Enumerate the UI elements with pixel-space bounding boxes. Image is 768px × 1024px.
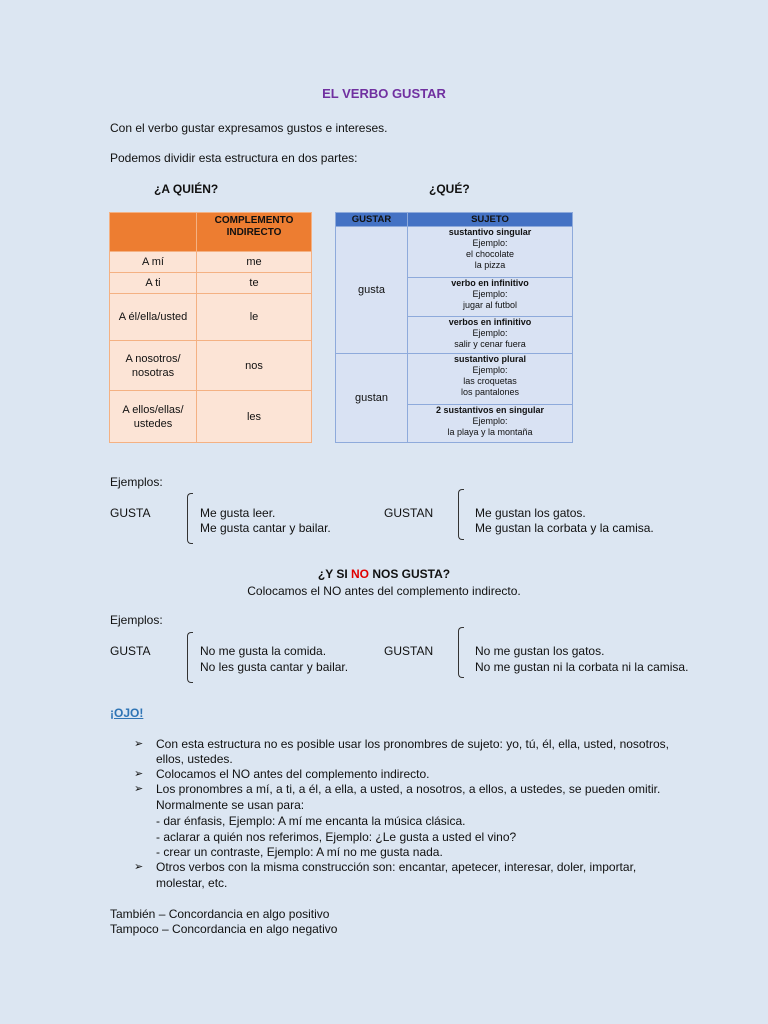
tampoco-note: Tampoco – Concordancia en algo negativo (110, 922, 338, 936)
table-cell: A él/ella/usted (110, 294, 197, 341)
brace-icon (458, 627, 464, 678)
brace-icon (187, 632, 193, 683)
example-gustan-label: GUSTAN (384, 506, 434, 520)
example-sentence: No me gustan ni la corbata ni la camisa. (475, 660, 689, 674)
example-gustan-label: GUSTAN (384, 644, 434, 658)
table-cell: me (197, 252, 312, 273)
table-cell: A ellos/ellas/ ustedes (110, 391, 197, 443)
bullet-text: Otros verbos con la misma construcción son: encantar, apetecer, interesar, doler, importar, (156, 860, 637, 874)
negation-rule: Colocamos el NO antes del complemento indirecto. (247, 584, 521, 598)
verb-gusta: gusta (336, 227, 408, 354)
table-cell: te (197, 273, 312, 294)
bullet-text: - crear un contraste, Ejemplo: A mí no me gusta nada. (156, 845, 443, 859)
table-cell: le (197, 294, 312, 341)
example-gusta-label: GUSTA (110, 506, 151, 520)
bullet-text: Normalmente se usan para: (156, 798, 305, 812)
page-title: EL VERBO GUSTAR (322, 86, 446, 101)
example-sentence: Me gustan la corbata y la camisa. (475, 521, 654, 535)
header-sujeto: SUJETO (408, 213, 573, 227)
table-cell: A mí (110, 252, 197, 273)
heading-que: ¿QUÉ? (429, 182, 470, 196)
arrow-bullet-icon: ➢ (134, 768, 144, 780)
bullet-text: Con esta estructura no es posible usar los pronombres de sujeto: yo, tú, él, ella, usted, nosotros, (156, 737, 669, 751)
table-cell: sustantivo singular Ejemplo: el chocolate la pizza (408, 227, 573, 278)
table-cell: nos (197, 341, 312, 391)
table-cell: verbo en infinitivo Ejemplo: jugar al futbol (408, 278, 573, 317)
verb-gustan: gustan (336, 354, 408, 443)
example-sentence: No me gusta la comida. (200, 644, 327, 658)
intro-text-2: Podemos dividir esta estructura en dos partes: (110, 151, 358, 165)
bullet-text: - dar énfasis, Ejemplo: A mí me encanta la música clásica. (156, 814, 466, 828)
ojo-link[interactable]: ¡OJO! (110, 706, 144, 720)
tambien-note: También – Concordancia en algo positivo (110, 907, 330, 921)
example-sentence: Me gustan los gatos. (475, 506, 586, 520)
header-gustar: GUSTAR (336, 213, 408, 227)
table-cell: A nosotros/ nosotras (110, 341, 197, 391)
bullet-text: - aclarar a quién nos referimos, Ejemplo: ¿Le gusta a usted el vino? (156, 830, 517, 844)
table-cell: verbos en infinitivo Ejemplo: salir y cenar fuera (408, 317, 573, 354)
arrow-bullet-icon: ➢ (134, 783, 144, 795)
heading-a-quien: ¿A QUIÉN? (154, 182, 219, 196)
example-sentence: No les gusta cantar y bailar. (200, 660, 349, 674)
example-sentence: Me gusta leer. (200, 506, 276, 520)
table-cell: sustantivo plural Ejemplo: las croquetas los pantalones (408, 354, 573, 405)
bullet-text: Colocamos el NO antes del complemento indirecto. (156, 767, 430, 781)
bullet-text: ellos, ustedes. (156, 752, 233, 766)
intro-text-1: Con el verbo gustar expresamos gustos e intereses. (110, 121, 388, 135)
arrow-bullet-icon: ➢ (134, 861, 144, 873)
ejemplos-label-2: Ejemplos: (110, 613, 163, 627)
example-sentence: No me gustan los gatos. (475, 644, 605, 658)
table-a-quien (109, 212, 312, 443)
table-cell: 2 sustantivos en singular Ejemplo: la playa y la montaña (408, 405, 573, 443)
header-complemento-indirecto: COMPLEMENTO INDIRECTO (197, 213, 312, 252)
brace-icon (458, 489, 464, 540)
brace-icon (187, 493, 193, 544)
example-sentence: Me gusta cantar y bailar. (200, 521, 331, 535)
table-que (335, 212, 573, 443)
table-cell: les (197, 391, 312, 443)
arrow-bullet-icon: ➢ (134, 738, 144, 750)
ejemplos-label-1: Ejemplos: (110, 475, 163, 489)
bullet-text: Los pronombres a mí, a ti, a él, a ella, a usted, a nosotros, a ellos, a ustedes, se pueden omitir. (156, 782, 661, 796)
heading-y-si-no: ¿Y SI NO NOS GUSTA? (317, 567, 451, 581)
example-gusta-label: GUSTA (110, 644, 151, 658)
bullet-text: molestar, etc. (156, 876, 228, 890)
table-cell: A ti (110, 273, 197, 294)
